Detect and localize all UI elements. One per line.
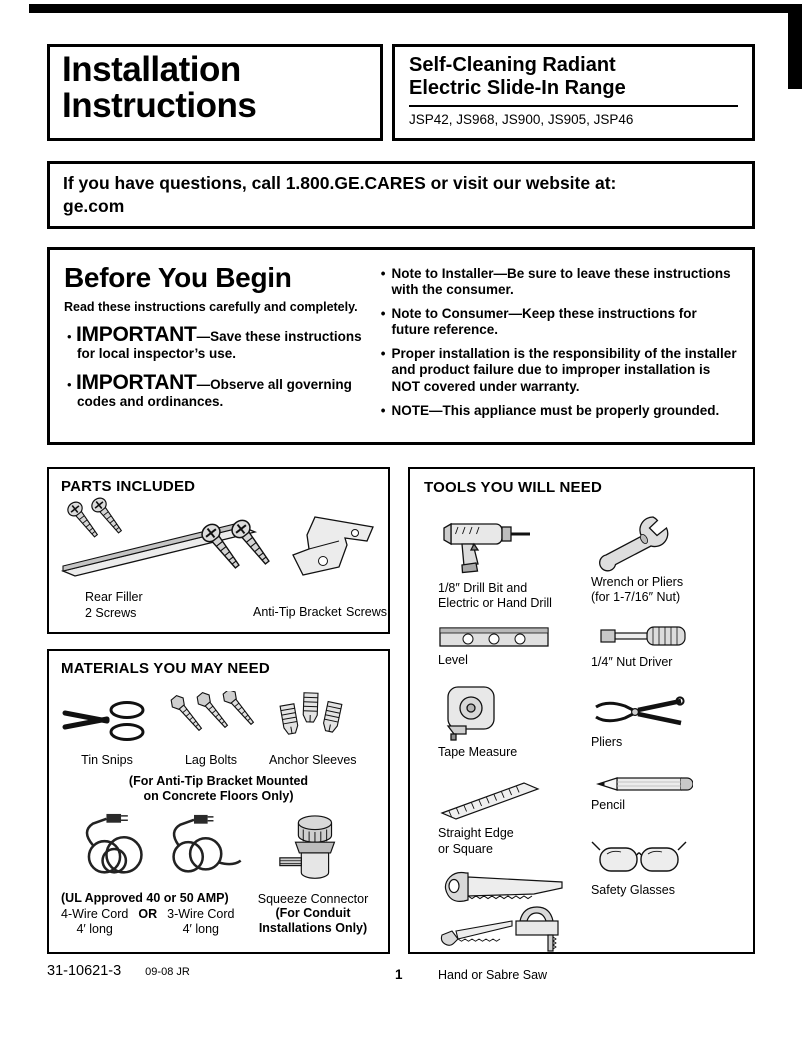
- conduit-note-line: Installations Only): [258, 920, 368, 935]
- page-number: 1: [395, 967, 403, 982]
- tool-item-drill: [438, 514, 591, 612]
- bracket-screws-icon: [191, 519, 283, 595]
- product-divider: [409, 105, 738, 107]
- cords-block: [61, 812, 250, 938]
- tools-box: [408, 467, 755, 983]
- page-title-line: Installation: [62, 50, 241, 89]
- important-lead: IMPORTANT: [76, 371, 197, 395]
- note-item: [381, 306, 738, 338]
- squeeze-connector-label: Squeeze Connector: [257, 891, 369, 906]
- four-wire-cord-label: 4-Wire Cord: [61, 906, 129, 921]
- power-cords-icon: [61, 812, 256, 884]
- note-text: NOTE—This appliance must be properly grounded.: [391, 402, 720, 418]
- product-name-line: Self-Cleaning Radiant: [409, 54, 616, 76]
- tin-snips-icon: [61, 697, 153, 751]
- tool-label: [591, 655, 739, 671]
- materials-row-1: [61, 685, 376, 767]
- tin-snips-item: [61, 697, 153, 767]
- important-text: —Save these instructions for local inspector’s use.: [77, 328, 362, 361]
- or-label: OR: [138, 906, 158, 921]
- ul-approved-note: (UL Approved 40 or 50 AMP): [61, 890, 229, 905]
- three-wire-cord: [167, 907, 234, 938]
- tool-item-straight-edge: [438, 777, 591, 857]
- right-black-bar: [788, 4, 802, 89]
- tool-item-nut-driver: [591, 622, 739, 671]
- tools-columns: [424, 514, 739, 996]
- before-you-begin-box: [47, 247, 755, 445]
- product-box: [392, 44, 755, 141]
- tool-label-line: 1/4″ Nut Driver: [590, 654, 673, 669]
- cord-options: [61, 907, 250, 938]
- rear-filler-label: Rear Filler: [85, 589, 143, 604]
- anchor-sleeves-icon: [273, 685, 353, 751]
- questions-box: [47, 161, 755, 229]
- tool-label: [591, 575, 739, 606]
- tool-label-line: Straight Edge: [438, 826, 514, 840]
- safety-glasses-icon: [591, 836, 687, 880]
- parts-included-box: [47, 467, 390, 634]
- bullet-icon: •: [67, 328, 72, 344]
- tool-label-line: Pencil: [590, 798, 625, 812]
- model-numbers: JSP42, JS968, JS900, JS905, JSP46: [409, 112, 634, 128]
- note-item: [381, 266, 738, 298]
- lag-bolts-icon: [161, 691, 261, 751]
- header: [47, 44, 755, 141]
- tool-item-wrench: [591, 514, 739, 606]
- product-name-line: Electric Slide-In Range: [409, 77, 626, 100]
- level-icon: [438, 624, 550, 650]
- page-title-line: Instructions: [62, 86, 257, 126]
- concrete-note: [61, 774, 376, 804]
- anchor-sleeves-label: Anchor Sleeves: [269, 752, 357, 767]
- pliers-icon: [591, 692, 687, 732]
- note-item: [381, 346, 738, 395]
- straight-edge-icon: [438, 777, 542, 823]
- bullet-icon: •: [380, 305, 386, 321]
- conduit-note-line: (For Conduit: [275, 905, 351, 920]
- tool-label: [591, 798, 739, 814]
- before-you-begin-intro: Read these instructions carefully and completely.: [64, 299, 358, 314]
- tool-label-line: or Square: [438, 841, 493, 856]
- page-title: [62, 52, 368, 125]
- bullet-icon: •: [67, 377, 72, 393]
- tool-label: [591, 883, 739, 899]
- tool-item-saws: [438, 869, 591, 984]
- left-column: [47, 467, 390, 954]
- lag-bolts-item: [161, 691, 261, 767]
- tin-snips-label: Tin Snips: [81, 752, 133, 767]
- wrench-icon: [591, 514, 679, 572]
- important-lead: IMPORTANT: [76, 322, 197, 346]
- four-wire-cord: [61, 907, 128, 938]
- tool-item-pencil: [591, 773, 739, 814]
- tools-left-column: [424, 514, 591, 996]
- three-wire-cord-label: 3-Wire Cord: [167, 906, 235, 921]
- contact-website: ge.com: [63, 195, 125, 216]
- anchor-sleeves-item: [269, 685, 357, 767]
- cord-length-label: 4′ long: [76, 922, 113, 937]
- note-text: Note to Installer—Be sure to leave these instructions with the consumer.: [391, 265, 731, 297]
- tool-label-line: Safety Glasses: [590, 882, 676, 897]
- hand-and-sabre-saw-icon: [438, 869, 566, 965]
- tool-label-line: (for 1-7/16″ Nut): [590, 590, 681, 605]
- important-text: —Observe all governing codes and ordinances.: [77, 377, 352, 410]
- tool-label-line: Level: [438, 652, 468, 667]
- drill-icon: [438, 514, 534, 578]
- squeeze-connector-icon: [277, 812, 349, 890]
- bullet-icon: •: [380, 346, 386, 362]
- materials-row-2: [61, 812, 376, 938]
- tool-item-tape-measure: [438, 684, 591, 761]
- tools-right-column: [591, 514, 739, 996]
- tool-label-line: 1/8″ Drill Bit and: [438, 580, 528, 595]
- cord-length-label: 4′ long: [182, 922, 220, 937]
- squeeze-connector-block: [250, 812, 376, 938]
- footer: [47, 963, 190, 979]
- pencil-icon: [591, 773, 693, 795]
- tool-label-line: Tape Measure: [438, 745, 518, 760]
- nut-driver-icon: [591, 622, 689, 652]
- important-item: [64, 372, 369, 411]
- tool-label-line: Wrench or Pliers: [590, 574, 684, 589]
- tool-label: [438, 745, 591, 761]
- concrete-note-line: on Concrete Floors Only): [143, 788, 294, 803]
- title-box: [47, 44, 383, 141]
- parts-included-title: PARTS INCLUDED: [61, 477, 196, 495]
- anti-tip-bracket-icon: [281, 511, 381, 591]
- concrete-note-line: (For Anti-Tip Bracket Mounted: [128, 773, 309, 788]
- top-black-bar: [29, 4, 802, 13]
- before-you-begin-right: [381, 262, 738, 430]
- tool-label: [438, 581, 591, 612]
- tool-label-line: Electric or Hand Drill: [438, 596, 552, 611]
- anti-tip-bracket-label: Anti-Tip Bracket: [253, 604, 342, 619]
- materials-title: MATERIALS YOU MAY NEED: [61, 659, 270, 677]
- two-screws-label: 2 Screws: [85, 605, 137, 620]
- before-you-begin-left: [64, 262, 381, 430]
- important-item: [64, 324, 369, 363]
- right-column: [408, 467, 755, 983]
- tape-measure-icon: [438, 684, 502, 742]
- revision-code: 09-08 JR: [145, 966, 190, 978]
- note-text: Proper installation is the responsibility of the installer and product failure due to improper installation is NOT covered under warranty.: [391, 346, 737, 394]
- tool-item-pliers: [591, 692, 739, 751]
- bullet-icon: •: [380, 402, 386, 418]
- publication-number: 31-10621-3: [47, 963, 122, 979]
- contact-line: If you have questions, call 1.800.GE.CARES or visit our website at:: [63, 173, 617, 193]
- tool-label: [591, 735, 739, 751]
- tool-label-line: Hand or Sabre Saw: [438, 968, 548, 983]
- tool-label: [438, 653, 591, 669]
- tool-label: [438, 968, 591, 984]
- materials-box: [47, 649, 390, 954]
- bullet-icon: •: [380, 265, 386, 281]
- tool-item-safety-glasses: [591, 836, 739, 899]
- lag-bolts-label: Lag Bolts: [184, 752, 238, 767]
- tool-label-line: Pliers: [590, 735, 623, 750]
- note-item: [381, 403, 738, 419]
- tools-title: TOOLS YOU WILL NEED: [424, 478, 602, 496]
- tool-item-level: [438, 624, 591, 669]
- tool-label: [438, 826, 591, 857]
- section-title-before-you-begin: Before You Begin: [64, 261, 292, 293]
- bracket-screws-label: Screws: [346, 604, 387, 619]
- note-text: Note to Consumer—Keep these instructions for future reference.: [391, 305, 697, 338]
